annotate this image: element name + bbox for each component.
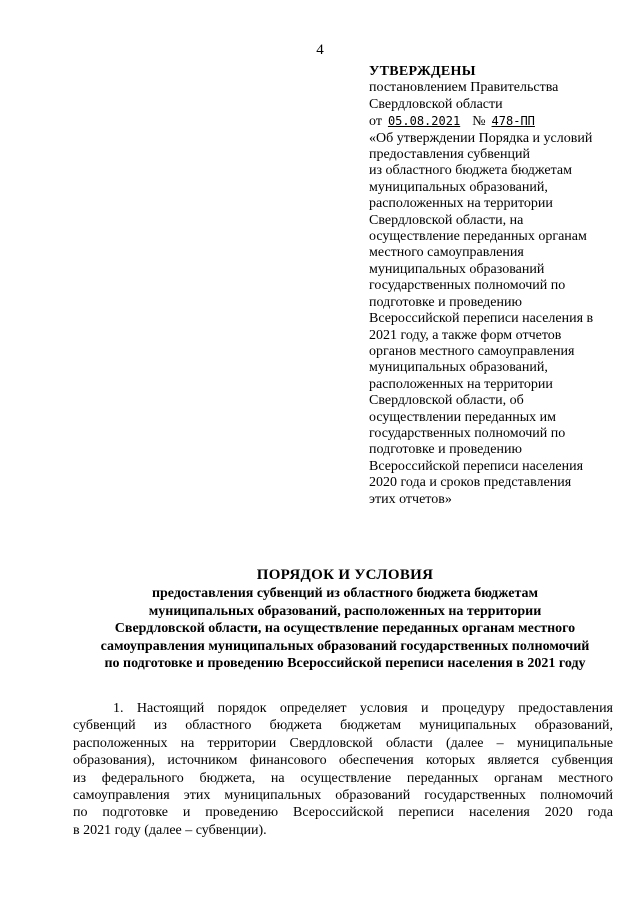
subject-line: этих отчетов» (369, 491, 452, 507)
subject-line: муниципальных образований, (369, 360, 548, 376)
subject-line: Свердловской области, на (369, 212, 524, 228)
subject-line: «Об утверждении Порядка и условий (369, 130, 593, 146)
document-subtitle-line: по подготовке и проведению Всероссийской переписи населения в 2021 году (104, 656, 586, 672)
subject-line: 2021 году, а также форм отчетов (369, 327, 562, 343)
document-title: ПОРЯДОК И УСЛОВИЯ (256, 567, 434, 583)
subject-line: Всероссийской переписи населения в (369, 311, 594, 327)
paragraph-line: 1. Настоящий порядок определяет условия и процедуру предоставления (113, 701, 613, 716)
paragraph-line: в 2021 году (далее – субвенции). (73, 822, 267, 838)
approval-title: УТВЕРЖДЕНЫ (369, 64, 476, 79)
subject-line: подготовке и проведению (369, 294, 522, 310)
subject-line: муниципальных образований (369, 261, 545, 277)
subject-line: осуществлении переданных им (369, 409, 556, 425)
subject-line: органов местного самоуправления (369, 343, 575, 359)
resolution-date: 05.08.2021 (387, 114, 461, 129)
subject-line: расположенных на территории (369, 376, 553, 392)
subject-line: осуществление переданных органам (369, 229, 587, 245)
subject-line: расположенных на территории (369, 196, 553, 212)
document-subtitle-line: муниципальных образований, расположенных на территории (148, 603, 542, 619)
subject-line: Свердловской области, об (369, 393, 524, 409)
paragraph-line: из федерального бюджета, на осуществление переданных органам местного (73, 770, 613, 786)
subject-line: подготовке и проведению (369, 442, 522, 458)
subject-line: государственных полномочий по (369, 278, 566, 294)
subject-line: государственных полномочий по (369, 425, 566, 441)
paragraph-line: по подготовке и проведению Всероссийской переписи населения 2020 года (73, 805, 613, 821)
resolution-reference (369, 113, 615, 130)
approval-line: постановлением Правительства (369, 80, 559, 96)
page-number: 4 (316, 42, 324, 58)
document-subtitle-line: предоставления субвенций из областного бюджета бюджетам (151, 586, 539, 601)
document-subtitle-line: Свердловской области, на осуществление переданных органам местного (114, 621, 576, 637)
approval-line: Свердловской области (369, 96, 503, 112)
subject-line: Всероссийской переписи населения (369, 458, 584, 474)
subject-line: муниципальных образований, (369, 179, 548, 195)
subject-line: местного самоуправления (369, 245, 524, 261)
number-prefix: № (472, 114, 486, 130)
paragraph-1 (73, 700, 613, 839)
subject-line: 2020 года и сроков представления (369, 475, 572, 491)
resolution-number: 478-ПП (491, 114, 535, 129)
subject-line: из областного бюджета бюджетам (369, 163, 572, 179)
paragraph-line: самоуправления этих муниципальных образований государственных полномочий (73, 788, 613, 804)
subject-line: предоставления субвенций (369, 147, 530, 163)
paragraph-line: субвенций из областного бюджета бюджетам муниципальных образований, (73, 718, 613, 734)
approval-block (369, 64, 615, 508)
document-subtitle-line: самоуправления муниципальных образований государственных полномочий (100, 638, 590, 654)
document-heading (55, 566, 635, 673)
paragraph-line: образования), источником финансового обеспечения которых является субвенция (73, 753, 613, 769)
paragraph-line: расположенных на территории Свердловской области (далее – муниципальные (73, 735, 613, 751)
date-prefix: от (369, 114, 382, 130)
